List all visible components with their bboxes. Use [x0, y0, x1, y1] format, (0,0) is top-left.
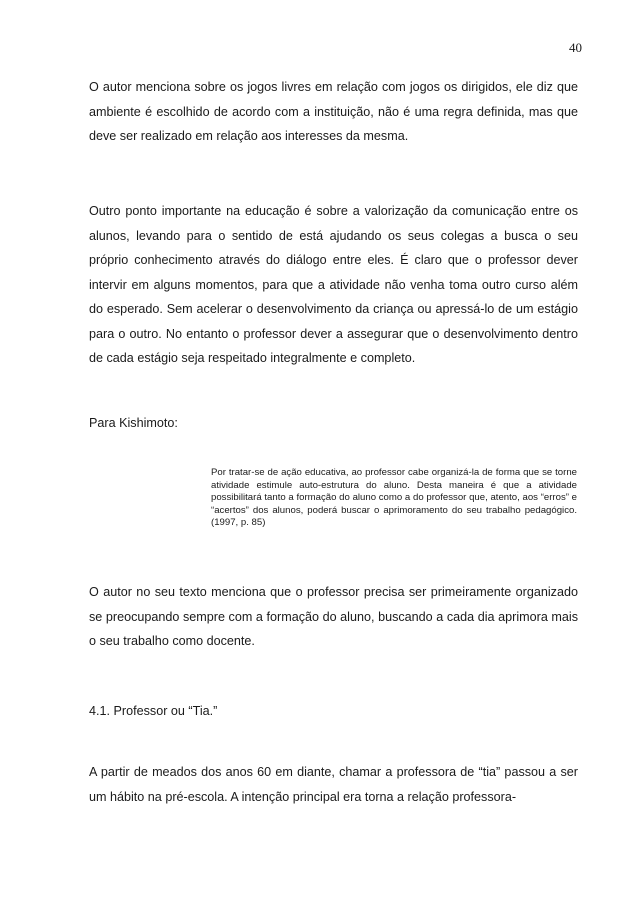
- block-quote-kishimoto: Por tratar-se de ação educativa, ao professor cabe organizá-la de forma que se torne atividade estimule auto-estrutura do aluno. Desta maneira é que a atividade possibilitará tanto a formação do aluno como a do professor que, atento, aos “erros” e “acertos” dos alunos, poderá buscar o aprimoramento do seu trabalho pedagógico. (1997, p. 85): [211, 467, 577, 529]
- paragraph-jogos-livres: O autor menciona sobre os jogos livres em relação com jogos os dirigidos, ele diz que ambiente é escolhido de acordo com a instituição, não é uma regra definida, mas que deve ser realizado em relação aos interesses da mesma.: [89, 80, 578, 143]
- paragraph-para-kishimoto: Para Kishimoto:: [89, 416, 178, 430]
- section-heading: 4.1. Professor ou “Tia.”: [89, 704, 218, 718]
- paragraph-autor-organizado: O autor no seu texto menciona que o professor precisa ser primeiramente organizado se preocupando sempre com a formação do aluno, buscando a cada dia aprimora mais o seu trabalho como docente.: [89, 585, 578, 648]
- paragraph-tia: A partir de meados dos anos 60 em diante, chamar a professora de “tia” passou a ser um hábito na pré-escola. A intenção principal era torna a relação professora-: [89, 765, 578, 804]
- page-number: 40: [569, 40, 582, 55]
- paragraph-comunicacao: Outro ponto importante na educação é sobre a valorização da comunicação entre os alunos, levando para o sentido de está ajudando os seus colegas a busca o seu próprio conhecimento através do diálogo entre eles. É claro que o professor dever intervir em alguns momentos, para que a atividade não venha toma outro curso além do esperado. Sem acelerar o desenvolvimento da criança ou apressá-lo de um estágio para o outro. No entanto o professor dever a assegurar que o desenvolvimento dentro de cada estágio seja respeitado integralmente e completo.: [89, 204, 578, 365]
